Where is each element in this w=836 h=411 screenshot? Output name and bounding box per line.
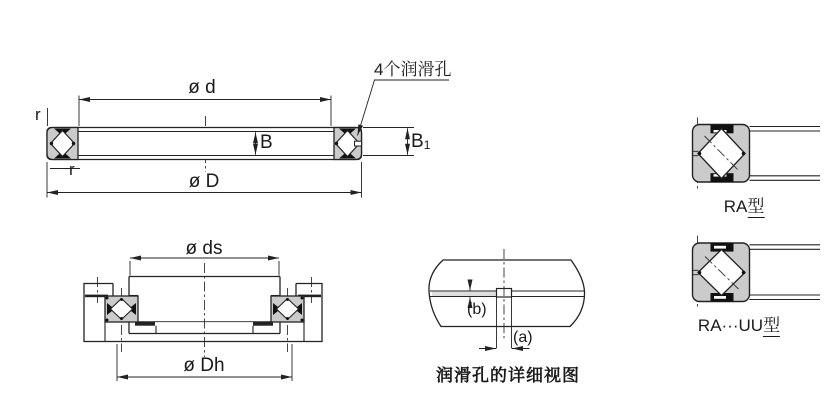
right-section-block	[334, 128, 362, 160]
type-icon-ra-uu	[693, 236, 821, 310]
type-label-ra-uu: RA···UU型	[697, 316, 781, 335]
dim-B1	[363, 128, 414, 156]
detail-view-caption: 润滑孔的详细视图	[436, 366, 580, 385]
left-section-block	[47, 128, 78, 160]
dim-a-label: (a)	[513, 329, 533, 346]
radius-r-bottom-label: r	[69, 160, 75, 179]
ring-outline	[47, 128, 362, 160]
dim-d-label: ø d	[188, 77, 216, 98]
type-label-ra: RA型	[723, 197, 765, 216]
dim-B1-label: B1	[411, 131, 431, 152]
dim-b-label: (b)	[467, 301, 487, 318]
type-icon-ra	[693, 118, 821, 191]
lube-holes-note: 4个润滑孔	[374, 60, 452, 79]
dim-Dh-label: ø Dh	[183, 355, 225, 376]
dim-D-label: ø D	[188, 171, 220, 192]
front-view-linework	[47, 77, 449, 198]
dim-B-label: B	[260, 132, 273, 153]
radius-r-top-label: r	[35, 105, 41, 124]
detail-view-linework	[429, 249, 585, 349]
mounted-left-bearing	[105, 296, 138, 322]
dim-d	[79, 96, 331, 127]
lube-hole	[355, 141, 362, 146]
mounted-right-bearing	[271, 296, 304, 322]
dim-ds-label: ø ds	[185, 238, 223, 259]
